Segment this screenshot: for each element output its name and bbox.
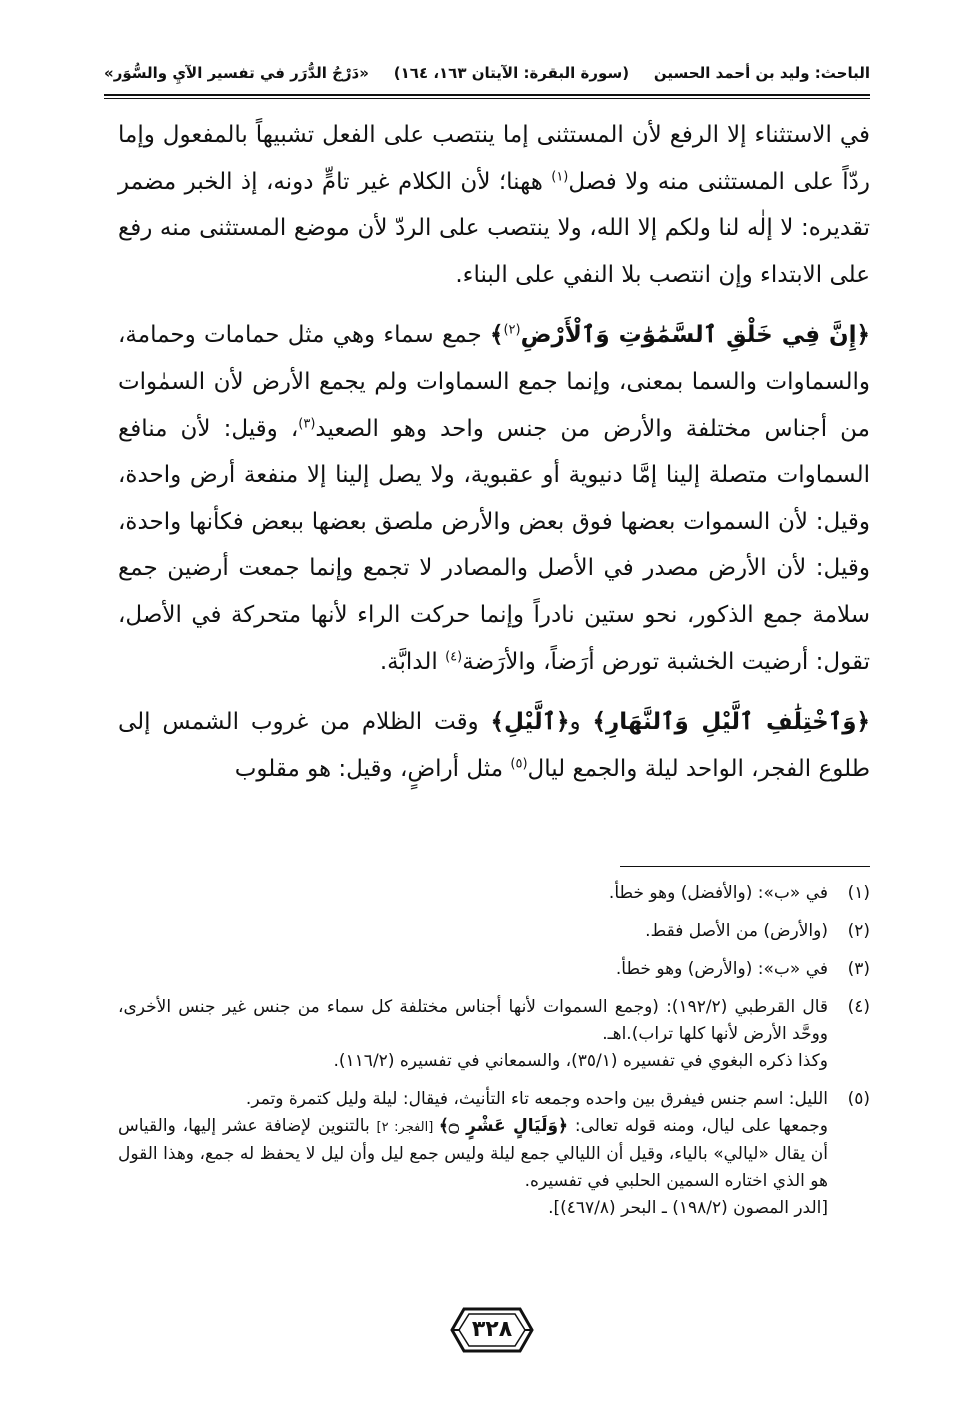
text-run: ، وقيل: لأن منافع السماوات متصلة إلينا إمَّا دنيوية أو عقبوية، ولا يصل إلينا إلا منفعة أرض واحدة، وقيل: لأن السموات بعضها فوق بعض والأرض ملصق بعضها ببعض فكأنها واحدة، وقيل: لأن الأرض مصدر في الأصل والمصادر لا تجمع وإنما جمعت أرضين جمع سلامة جمع الذكور، نحو ستين نادراً وإنما حركت الراء لأنها متحركة في الأصل، تقول: أرضيت الخشبة تورض أرَضاً، والأرَضة: [118, 415, 870, 675]
quran-bracket: ﴾: [489, 322, 504, 349]
footnote-number: (٣): [847, 959, 870, 979]
page-number: ٣٢٨: [471, 1317, 513, 1342]
running-header: [104, 58, 870, 88]
header-rule-thin: [104, 98, 870, 99]
footnote-separator: [620, 866, 870, 867]
footnote-text: [118, 918, 828, 945]
footnote-number: (٥): [847, 1089, 870, 1109]
paragraph-1: [118, 112, 870, 298]
footnote-line: في «ب»: (والأفضل) وهو خطأ.: [608, 883, 828, 903]
footnote-ref-5[interactable]: (٥): [510, 756, 528, 772]
footnote-text: [118, 880, 828, 907]
main-text: [118, 112, 870, 792]
footnote-number: (٢): [847, 921, 870, 941]
footnote-5: [118, 1086, 870, 1222]
footnote-text: [118, 1086, 828, 1222]
text-run: وجمعها على ليال، ومنه قوله تعالى:: [568, 1116, 828, 1136]
footnote-line: في «ب»: (والأرض) وهو خطأ.: [615, 959, 828, 979]
footnote-line: قال القرطبي (١٩٢/٢): (وجمع السموات لأنها أجناس مختلفة كل سماء من جنس غير جنس الأخرى، ووحَّد الأرض لأنها كلها تراب).اهـ.: [118, 997, 828, 1044]
verse-reference: [الفجر: ٢]: [376, 1120, 439, 1135]
quran-citation: ﴿وَٱخْتِلَٰفِ ٱلَّيْلِ وَٱلنَّهَارِ﴾: [592, 709, 871, 736]
footnote-2: [118, 918, 870, 945]
footnote-ref-3[interactable]: (٣): [298, 415, 316, 431]
header-book-title: «دَرْجُ الدُّرَر في تفسير الآيِ والسُّوَر»: [104, 64, 369, 82]
paragraph-2: [118, 312, 870, 685]
footnotes: [118, 880, 870, 1233]
page-number-ornament: [450, 1305, 534, 1355]
text-run: في الاستثناء إلا الرفع لأن المستثنى إما ينتصب على الفعل تشبيهاً بالمفعول وإما ردّاً على المستثنى منه ولا فصل: [118, 122, 870, 195]
footnote-line: (والأرض) من الأصل فقط.: [645, 921, 828, 941]
footnote-line: الليل: اسم جنس فيفرق بين واحده وجمعه تاء التأنيث، فيقال: ليلة وليل كتمرة وتمر.: [245, 1089, 828, 1109]
footnote-ref-2[interactable]: (٢): [503, 322, 521, 338]
footnote-number: (١): [847, 883, 870, 903]
footnote-line: وكذا ذكره البغوي في تفسيره (٣٥/١)، والسمعاني في تفسيره (١١٦/٢).: [333, 1051, 828, 1071]
text-run: ههنا؛ لأن الكلام غير تامٍّ دونه، إذ الخبر مضمر تقديره: لا إلٰه لنا ولكم إلا الله، ولا ينتصب على الردّ لأن موضع المستثنى منه رفع على الابتداء وإن انتصب بلا النفي على البناء.: [118, 168, 870, 288]
header-section: (سورة البقرة: الآيتان ١٦٣، ١٦٤): [393, 64, 630, 82]
footnote-ref-4[interactable]: (٤): [445, 648, 463, 664]
text-run: جمع سماء وهي مثل حمامات وحمامة، والسماوات والسما بمعنى، وإنما جمع السماوات ولم يجمع الأرض لأن السمٰوات من أجناس مختلفة والأرض من جنس واحد وهو الصعيد: [118, 322, 870, 442]
text-run: الدابَّة.: [379, 648, 446, 675]
paragraph-3: [118, 699, 870, 792]
footnote-1: [118, 880, 870, 907]
text-run: بالتنوين لإضافة عشر إليها، والقياس أن يقال «ليالي» بالياء، وقيل أن الليالي جمع ليلة وليس جمع ليل وأن ليل لا يحفظ له جمع، وهذا القول هو الذي اختاره السمين الحلبي في تفسيره.: [118, 1116, 828, 1191]
quran-citation: ﴿وَلَيَالٍ عَشْرٍ ۝﴾: [438, 1116, 568, 1136]
quran-citation: ﴿إِنَّ فِي خَلْقِ ٱلسَّمَٰوَٰتِ وَٱلْأَرْضِ: [520, 322, 870, 349]
quran-citation: ﴿ٱلَّيْلِ﴾: [490, 709, 570, 736]
footnote-4: [118, 994, 870, 1075]
text-run: و: [569, 709, 593, 736]
header-rule: [104, 94, 870, 96]
text-run: مثل أراضٍ، وقيل: هو مقلوب: [234, 755, 511, 782]
footnote-ref-1[interactable]: (١): [551, 168, 569, 184]
footnote-text: [118, 956, 828, 983]
footnote-3: [118, 956, 870, 983]
footnote-line: [الدر المصون (١٩٨/٢) ـ البحر (٤٦٧/٨)].: [548, 1198, 828, 1218]
footnote-number: (٤): [847, 997, 870, 1017]
header-author: الباحث: وليد بن أحمد الحسين: [653, 64, 870, 82]
footnote-text: [118, 994, 828, 1075]
footnote-line: [118, 1113, 828, 1195]
text-run: وقت الظلام من غروب الشمس إلى طلوع الفجر، الواحد ليلة والجمع ليال: [118, 709, 870, 782]
